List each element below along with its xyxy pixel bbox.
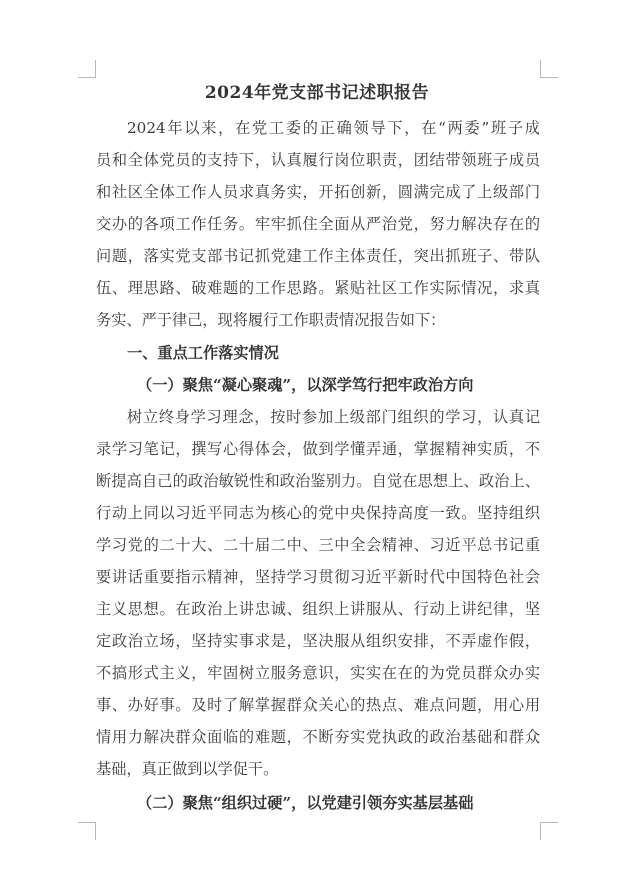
intro-line: 员和全体党员的支持下，认真履行岗位职责，团结带领班子成员 xyxy=(96,151,540,169)
body-line: 定政治立场，坚持实事求是，坚决服从组织安排，不弄虚作假， xyxy=(96,632,540,650)
subsection-heading: （二）聚焦“组织过硬”，以党建引领夯实基层基础 xyxy=(137,794,474,812)
crop-mark-bottom-right-v xyxy=(540,822,541,840)
intro-line: 和社区全体工作人员求真务实，开拓创新，圆满完成了上级部门 xyxy=(96,183,540,201)
crop-mark-top-right-v xyxy=(540,60,541,78)
body-line: 情用力解决群众面临的难题，不断夯实党执政的政治基础和群众 xyxy=(96,728,540,746)
crop-mark-bottom-right-h xyxy=(540,822,558,823)
intro-line: 交办的各项工作任务。牢牢抓住全面从严治党，努力解决存在的 xyxy=(96,215,540,233)
body-line: 主义思想。在政治上讲忠诚、组织上讲服从、行动上讲纪律，坚 xyxy=(96,600,540,618)
intro-line: 2024年以来，在党工委的正确领导下，在“两委”班子成 xyxy=(127,119,540,137)
body-line: 学习党的二十大、二十届二中、三中全会精神、习近平总书记重 xyxy=(96,536,540,554)
body-line: 事、办好事。及时了解掌握群众关心的热点、难点问题，用心用 xyxy=(96,696,540,714)
subsection-heading: （一）聚焦“凝心聚魂”，以深学笃行把牢政治方向 xyxy=(137,376,474,394)
intro-line: 问题，落实党支部书记抓党建工作主体责任，突出抓班子、带队 xyxy=(96,247,540,265)
body-line: 树立终身学习理念，按时参加上级部门组织的学习，认真记 xyxy=(127,408,540,426)
document-title: 2024年党支部书记述职报告 xyxy=(204,83,430,103)
body-line: 不搞形式主义，牢固树立服务意识，实实在在的为党员群众办实 xyxy=(96,664,540,682)
body-line: 录学习笔记，撰写心得体会，做到学懂弄通，掌握精神实质，不 xyxy=(96,440,540,458)
intro-line: 伍、理思路、破难题的工作思路。紧贴社区工作实际情况，求真 xyxy=(96,279,540,297)
crop-mark-top-left-v xyxy=(95,60,96,78)
body-line: 行动上同以习近平同志为核心的党中央保持高度一致。坚持组织 xyxy=(96,504,540,522)
crop-mark-bottom-left-v xyxy=(95,822,96,840)
crop-mark-bottom-left-h xyxy=(78,822,96,823)
body-line: 断提高自己的政治敏锐性和政治鉴别力。自觉在思想上、政治上、 xyxy=(96,472,540,490)
body-line: 基础，真正做到以学促干。 xyxy=(96,760,279,778)
crop-mark-top-right-h xyxy=(540,77,558,78)
section-heading: 一、重点工作落实情况 xyxy=(127,344,279,362)
intro-line: 务实、严于律己，现将履行工作职责情况报告如下： xyxy=(96,311,446,329)
crop-mark-top-left-h xyxy=(78,77,96,78)
body-line: 要讲话重要指示精神，坚持学习贯彻习近平新时代中国特色社会 xyxy=(96,568,540,586)
